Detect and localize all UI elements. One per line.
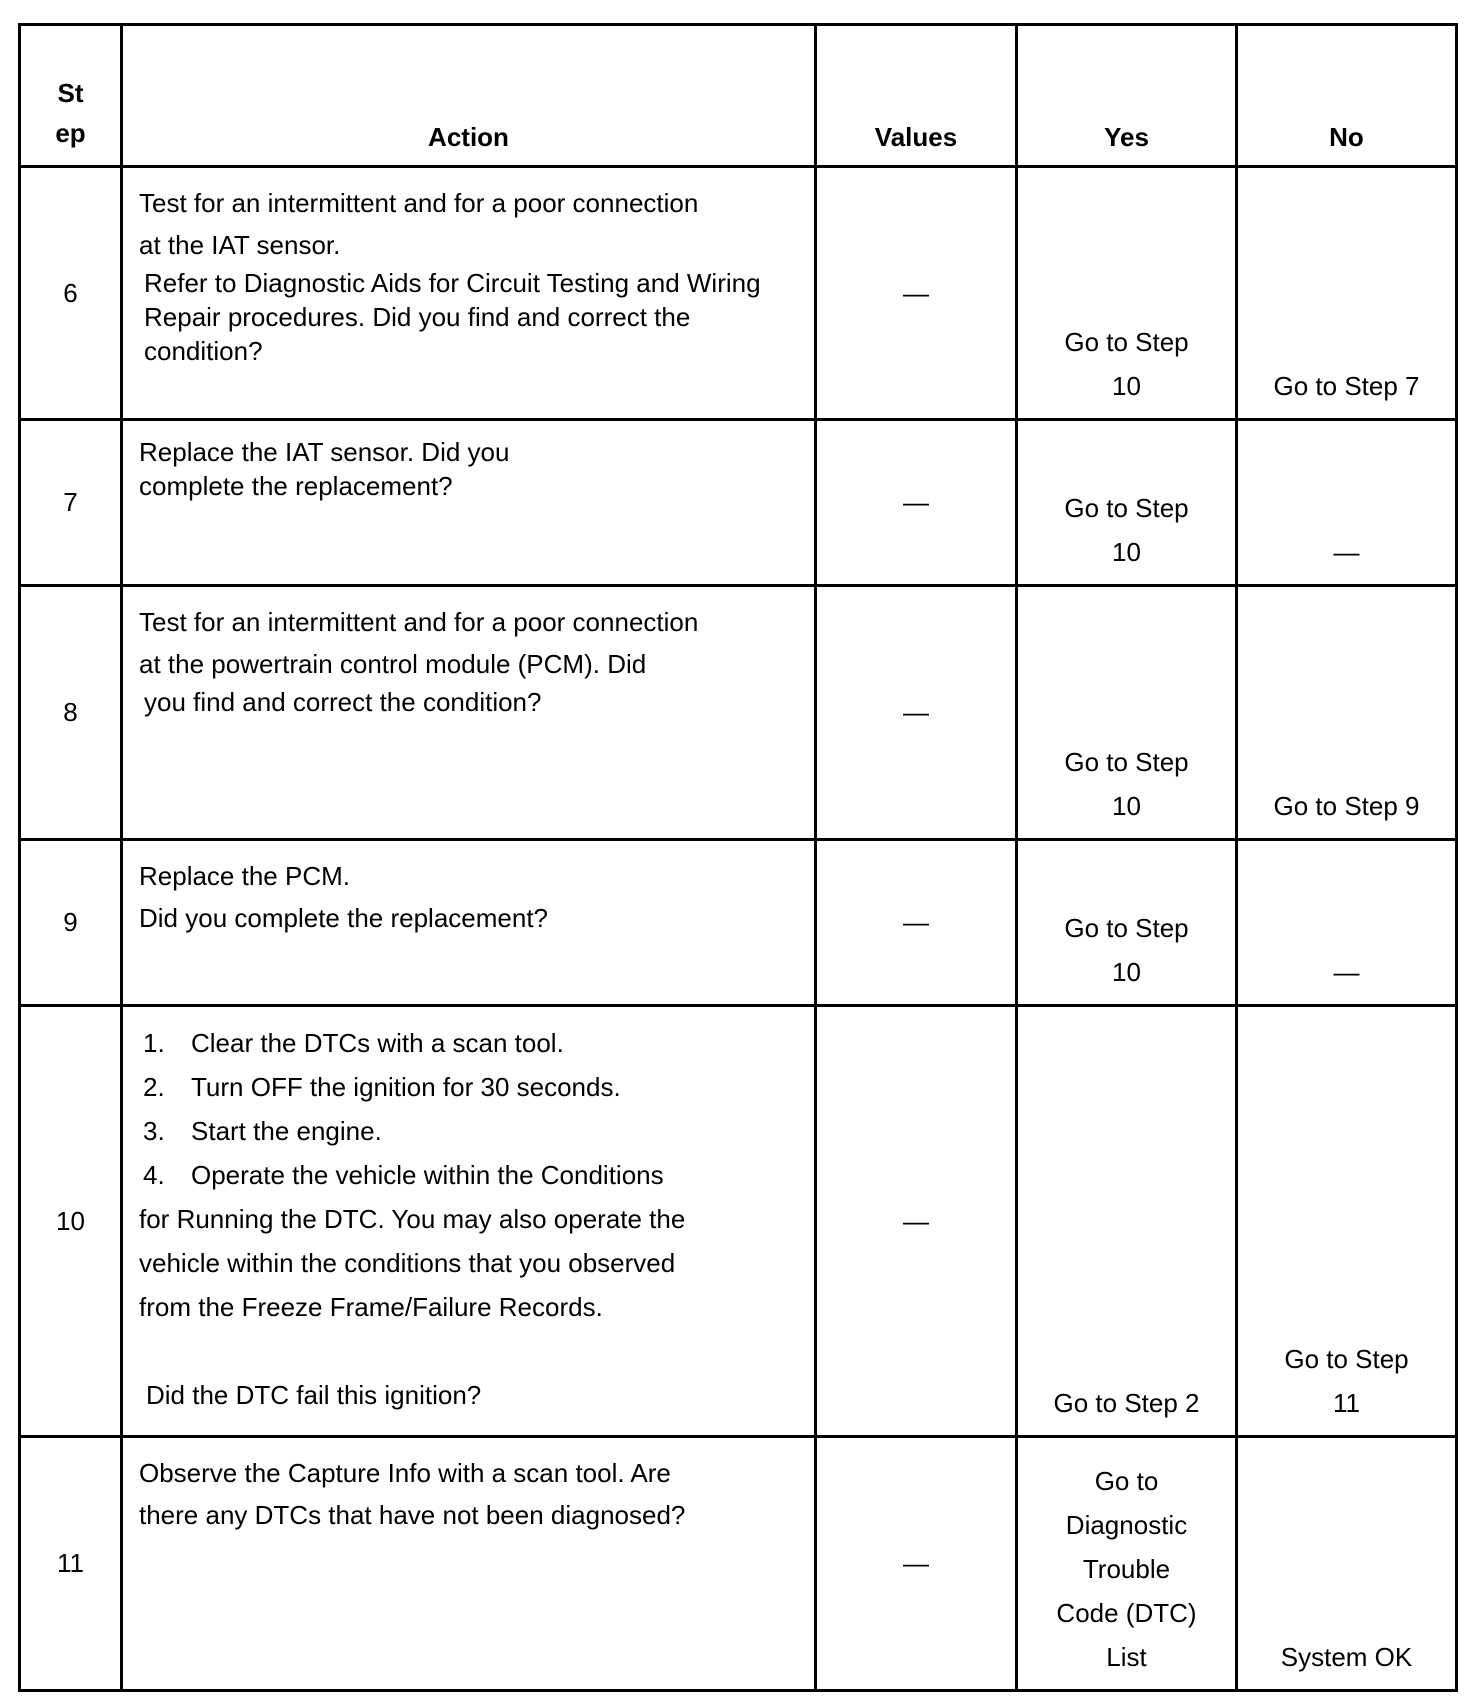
no-text: System OK (1280, 1642, 1413, 1672)
step-number: 9 (20, 840, 122, 1006)
action-cell (122, 167, 816, 420)
yes-text: Go to Step (1064, 913, 1189, 943)
yes-cell (1017, 167, 1237, 420)
action-text: condition? (144, 336, 263, 366)
yes-text: Go to Step (1064, 747, 1189, 777)
list-item: 3. Start the engine. (139, 1109, 798, 1153)
yes-text: 10 (1112, 957, 1141, 987)
action-cell (122, 420, 816, 586)
step-number: 7 (20, 420, 122, 586)
yes-cell (1017, 586, 1237, 840)
action-text: at the IAT sensor. (139, 230, 341, 260)
no-text: — (1333, 957, 1360, 987)
no-text: Go to Step 7 (1273, 371, 1420, 401)
action-list (139, 1021, 798, 1197)
action-question: Did the DTC fail this ignition? (146, 1380, 482, 1410)
step-number: 10 (20, 1006, 122, 1437)
action-text: you find and correct the condition? (144, 687, 542, 717)
action-text: complete the replacement? (139, 471, 453, 501)
action-cell (122, 1437, 816, 1691)
action-text: Repair procedures. Did you find and correct the (144, 302, 691, 332)
no-cell (1237, 420, 1457, 586)
no-text: 11 (1333, 1388, 1360, 1418)
action-text: Refer to Diagnostic Aids for Circuit Testing and Wiring (144, 268, 761, 298)
values-cell: — (816, 1006, 1017, 1437)
list-item: 4. Operate the vehicle within the Conditions (139, 1153, 798, 1197)
step-number: 8 (20, 586, 122, 840)
action-text: from the Freeze Frame/Failure Records. (139, 1292, 603, 1322)
yes-text: 10 (1112, 791, 1141, 821)
yes-cell (1017, 840, 1237, 1006)
step-number: 6 (20, 167, 122, 420)
list-item: 2. Turn OFF the ignition for 30 seconds. (139, 1065, 798, 1109)
yes-text: Go to Step 2 (1053, 1388, 1200, 1418)
values-cell: — (816, 420, 1017, 586)
action-text: vehicle within the conditions that you observed (139, 1248, 676, 1278)
values-cell: — (816, 840, 1017, 1006)
no-cell (1237, 586, 1457, 840)
yes-text: Code (DTC) (1056, 1598, 1197, 1628)
action-text: Replace the IAT sensor. Did you (139, 437, 510, 467)
action-text: at the powertrain control module (PCM). Did (139, 649, 647, 679)
diagnostic-table (18, 23, 1458, 1692)
header-row (20, 25, 1457, 167)
step-number: 11 (20, 1437, 122, 1691)
list-item: 1. Clear the DTCs with a scan tool. (139, 1021, 798, 1065)
list-number: 4. (143, 1160, 165, 1190)
table-row (20, 167, 1457, 420)
table-row (20, 1006, 1457, 1437)
header-no: No (1237, 25, 1457, 167)
no-text: Go to Step 9 (1273, 791, 1420, 821)
no-text: Go to Step (1284, 1344, 1409, 1374)
list-number: 2. (143, 1072, 165, 1102)
action-text: Did you complete the replacement? (139, 903, 549, 933)
action-text: for Running the DTC. You may also operate the (139, 1204, 686, 1234)
action-text: Observe the Capture Info with a scan tool. Are (139, 1458, 671, 1488)
no-cell (1237, 1006, 1457, 1437)
yes-cell (1017, 420, 1237, 586)
table-row (20, 420, 1457, 586)
action-cell (122, 840, 816, 1006)
action-text: there any DTCs that have not been diagnosed? (139, 1500, 686, 1530)
no-text: — (1333, 537, 1360, 567)
header-yes: Yes (1017, 25, 1237, 167)
header-values: Values (816, 25, 1017, 167)
yes-text: 10 (1112, 537, 1141, 567)
yes-text: 10 (1112, 371, 1141, 401)
header-action: Action (122, 25, 816, 167)
yes-text: Go to Step (1064, 493, 1189, 523)
header-step: St ep (20, 25, 122, 167)
action-cell (122, 586, 816, 840)
no-cell (1237, 1437, 1457, 1691)
no-cell (1237, 840, 1457, 1006)
values-cell: — (816, 1437, 1017, 1691)
action-cell (122, 1006, 816, 1437)
yes-cell (1017, 1006, 1237, 1437)
yes-text: Go to Step (1064, 327, 1189, 357)
list-number: 1. (143, 1028, 165, 1058)
yes-cell (1017, 1437, 1237, 1691)
list-number: 3. (143, 1116, 165, 1146)
yes-text: List (1106, 1642, 1147, 1672)
yes-text: Diagnostic (1065, 1510, 1188, 1540)
yes-text: Go to (1094, 1466, 1159, 1496)
action-text: Test for an intermittent and for a poor connection (139, 188, 699, 218)
action-text: Replace the PCM. (139, 861, 350, 891)
table-row (20, 840, 1457, 1006)
values-cell: — (816, 586, 1017, 840)
action-text: Test for an intermittent and for a poor connection (139, 607, 699, 637)
values-cell: — (816, 167, 1017, 420)
no-cell (1237, 167, 1457, 420)
yes-text: Trouble (1082, 1554, 1171, 1584)
table-row (20, 586, 1457, 840)
table-row (20, 1437, 1457, 1691)
